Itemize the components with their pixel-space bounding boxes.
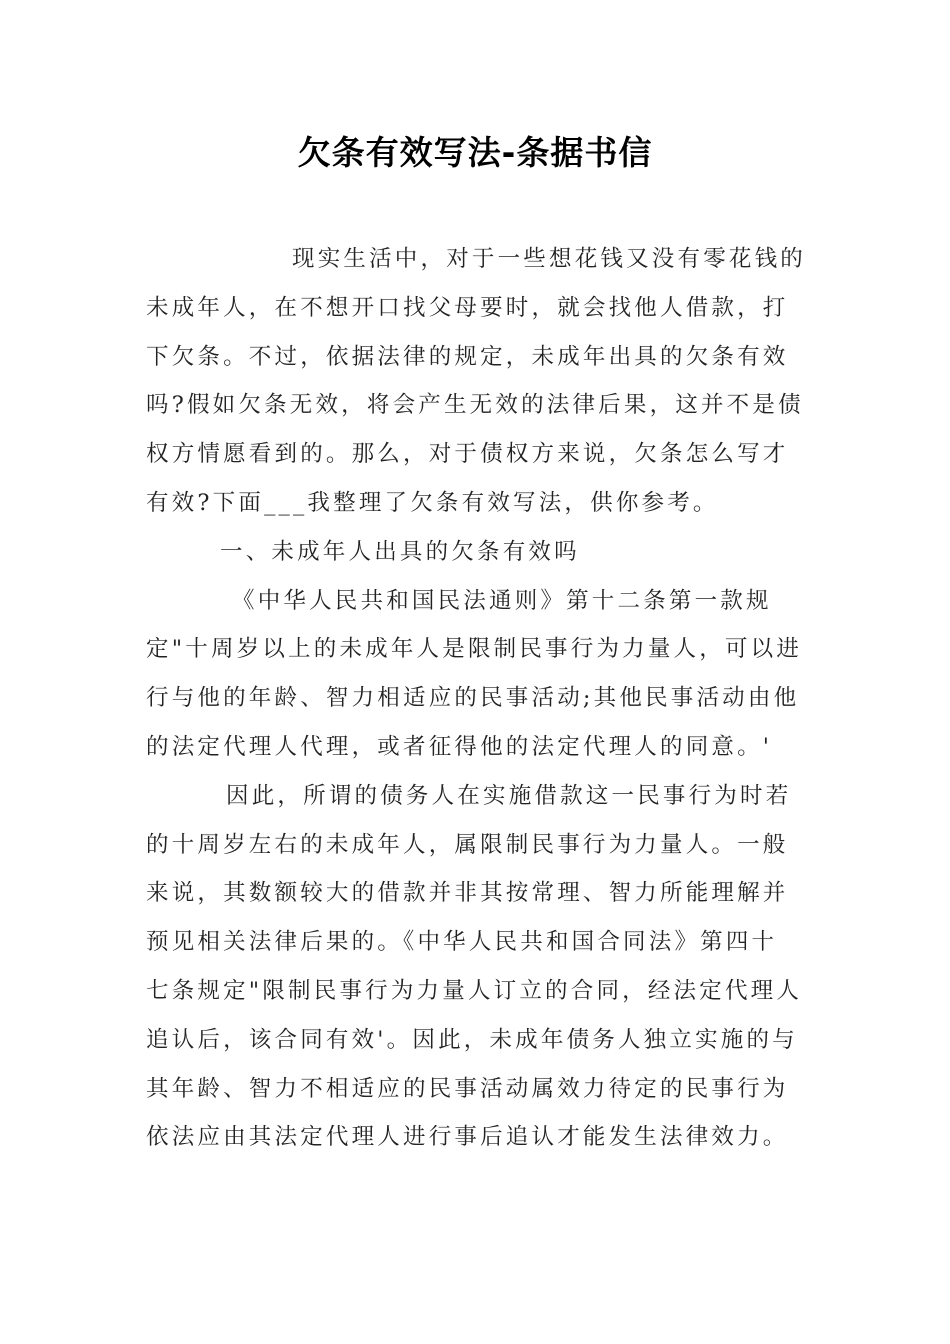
paragraph-line: 权方情愿看到的。那么，对于债权方来说，欠条怎么写才 bbox=[146, 441, 789, 468]
paragraph-line: 其年龄、智力不相适应的民事活动属效力待定的民事行为 bbox=[146, 1075, 789, 1102]
paragraph-line: 预见相关法律后果的。《中华人民共和国合同法》第四十 bbox=[146, 929, 778, 956]
paragraph-line: 七条规定"限制民事行为力量人订立的合同，经法定代理人 bbox=[146, 977, 803, 1004]
paragraph-line: 有效?下面___我整理了欠条有效写法，供你参考。 bbox=[146, 489, 719, 516]
paragraph-line: 来说，其数额较大的借款并非其按常理、智力所能理解并 bbox=[146, 880, 789, 907]
paragraph-line: 依法应由其法定代理人进行事后追认才能发生法律效力。 bbox=[146, 1124, 789, 1151]
paragraph-line: 的法定代理人代理，或者征得他的法定代理人的同意。' bbox=[146, 733, 773, 760]
paragraph-intro bbox=[146, 235, 810, 528]
section-heading-text: 一、未成年人出具的欠条有效吗 bbox=[220, 538, 580, 565]
paragraph-line: 下欠条。不过，依据法律的规定，未成年出具的欠条有效 bbox=[146, 343, 789, 370]
section-heading bbox=[146, 528, 810, 577]
paragraph-line: 追认后，该合同有效'。因此，未成年债务人独立实施的与 bbox=[146, 1026, 798, 1053]
paragraph-line: 《中华人民共和国民法通则》第十二条第一款规 bbox=[232, 587, 772, 614]
paragraph-line: 未成年人，在不想开口找父母要时，就会找他人借款，打 bbox=[146, 294, 789, 321]
paragraph-line: 行与他的年龄、智力相适应的民事活动;其他民事活动由他 bbox=[146, 685, 800, 712]
paragraph-line: 定"十周岁以上的未成年人是限制民事行为力量人，可以进 bbox=[146, 636, 803, 663]
paragraph-line: 现实生活中，对于一些想花钱又没有零花钱的 bbox=[292, 246, 807, 272]
paragraph-line: 吗?假如欠条无效，将会产生无效的法律后果，这并不是债 bbox=[146, 392, 804, 419]
paragraph-line: 的十周岁左右的未成年人，属限制民事行为力量人。一般 bbox=[146, 831, 789, 858]
document-body bbox=[146, 235, 810, 1162]
paragraph-line: 因此，所谓的债务人在实施借款这一民事行为时若 bbox=[226, 782, 792, 809]
paragraph-conclusion bbox=[146, 772, 810, 1162]
paragraph-civil-law bbox=[146, 577, 810, 772]
document-title: 欠条有效写法-条据书信 bbox=[297, 133, 653, 172]
